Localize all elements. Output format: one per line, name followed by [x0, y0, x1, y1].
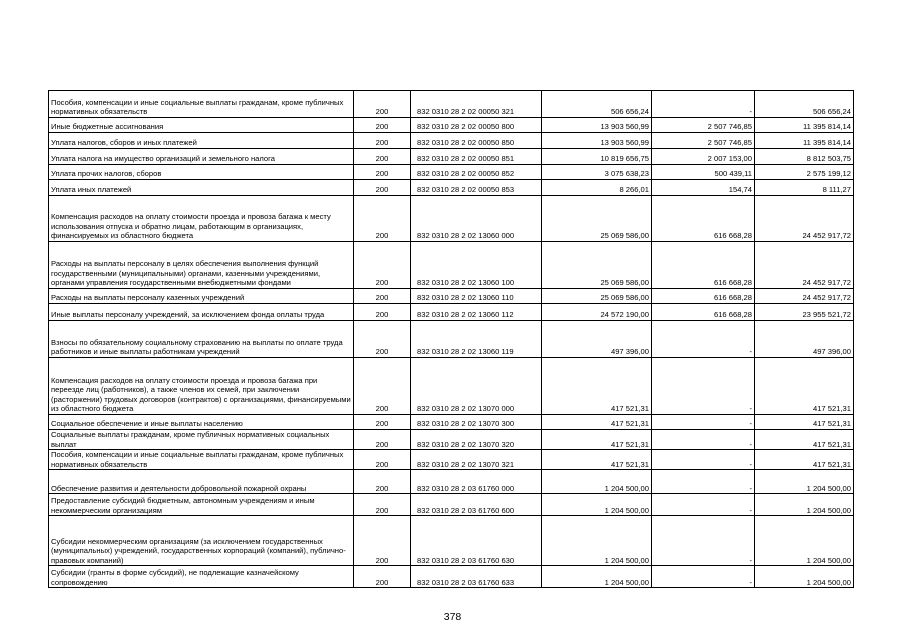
row-kbk-cell: 832 0310 28 2 02 00050 800 — [411, 118, 542, 133]
row-executed-amount-cell: - — [652, 470, 755, 494]
row-code-cell: 200 — [354, 358, 411, 415]
row-executed-amount-cell: - — [652, 415, 755, 430]
row-remaining-amount-cell: 24 452 917,72 — [755, 196, 854, 242]
table-row — [49, 149, 854, 165]
budget-execution-table — [48, 90, 854, 588]
row-kbk-cell: 832 0310 28 2 02 13060 100 — [411, 242, 542, 289]
row-code-cell: 200 — [354, 415, 411, 430]
row-code-cell: 200 — [354, 450, 411, 470]
table-row — [49, 494, 854, 516]
row-kbk-cell: 832 0310 28 2 02 00050 851 — [411, 149, 542, 165]
row-name-cell: Социальное обеспечение и иные выплаты населению — [49, 415, 354, 430]
row-remaining-amount-cell: 497 396,00 — [755, 321, 854, 358]
row-name-cell: Пособия, компенсации и иные социальные выплаты гражданам, кроме публичных нормативных обязательств — [49, 450, 354, 470]
row-executed-amount-cell: 2 507 746,85 — [652, 118, 755, 133]
row-remaining-amount-cell: 8 111,27 — [755, 180, 854, 196]
row-approved-amount-cell: 13 903 560,99 — [542, 118, 652, 133]
row-name-cell: Уплата налогов, сборов и иных платежей — [49, 133, 354, 149]
row-name-cell: Субсидии некоммерческим организациям (за исключением государственных (муниципальных) учреждений, государственных корпораций (компаний), публично-правовых компаний) — [49, 516, 354, 566]
row-executed-amount-cell: 616 668,28 — [652, 196, 755, 242]
row-code-cell: 200 — [354, 516, 411, 566]
row-name-cell: Предоставление субсидий бюджетным, автономным учреждениям и иным некоммерческим организациям — [49, 494, 354, 516]
table-row — [49, 415, 854, 430]
row-code-cell: 200 — [354, 289, 411, 304]
row-remaining-amount-cell: 506 656,24 — [755, 91, 854, 118]
row-name-cell: Расходы на выплаты персоналу казенных учреждений — [49, 289, 354, 304]
row-executed-amount-cell: 500 439,11 — [652, 165, 755, 180]
row-kbk-cell: 832 0310 28 2 02 00050 853 — [411, 180, 542, 196]
row-approved-amount-cell: 25 069 586,00 — [542, 289, 652, 304]
row-name-cell: Обеспечение развития и деятельности добровольной пожарной охраны — [49, 470, 354, 494]
row-executed-amount-cell: - — [652, 91, 755, 118]
row-name-cell: Уплата иных платежей — [49, 180, 354, 196]
row-approved-amount-cell: 24 572 190,00 — [542, 304, 652, 321]
row-executed-amount-cell: 2 007 153,00 — [652, 149, 755, 165]
row-approved-amount-cell: 1 204 500,00 — [542, 516, 652, 566]
row-executed-amount-cell: - — [652, 321, 755, 358]
row-name-cell: Уплата прочих налогов, сборов — [49, 165, 354, 180]
page-number: 378 — [443, 611, 462, 623]
row-name-cell: Расходы на выплаты персоналу в целях обеспечения выполнения функций государственными (муниципальными) органами, казенными учреждениями, органами управления государственными внебюджетными фондами — [49, 242, 354, 289]
row-approved-amount-cell: 10 819 656,75 — [542, 149, 652, 165]
row-name-cell: Социальные выплаты гражданам, кроме публичных нормативных социальных выплат — [49, 430, 354, 450]
row-remaining-amount-cell: 11 395 814,14 — [755, 118, 854, 133]
row-kbk-cell: 832 0310 28 2 02 00050 850 — [411, 133, 542, 149]
row-remaining-amount-cell: 1 204 500,00 — [755, 470, 854, 494]
row-executed-amount-cell: - — [652, 430, 755, 450]
row-code-cell: 200 — [354, 91, 411, 118]
row-kbk-cell: 832 0310 28 2 02 13070 300 — [411, 415, 542, 430]
row-kbk-cell: 832 0310 28 2 03 61760 633 — [411, 566, 542, 588]
row-code-cell: 200 — [354, 470, 411, 494]
row-remaining-amount-cell: 417 521,31 — [755, 450, 854, 470]
row-executed-amount-cell: 154,74 — [652, 180, 755, 196]
row-kbk-cell: 832 0310 28 2 03 61760 000 — [411, 470, 542, 494]
row-name-cell: Уплата налога на имущество организаций и земельного налога — [49, 149, 354, 165]
row-executed-amount-cell: - — [652, 358, 755, 415]
table-row — [49, 321, 854, 358]
row-approved-amount-cell: 1 204 500,00 — [542, 470, 652, 494]
row-kbk-cell: 832 0310 28 2 02 13060 112 — [411, 304, 542, 321]
row-kbk-cell: 832 0310 28 2 02 00050 321 — [411, 91, 542, 118]
row-code-cell: 200 — [354, 430, 411, 450]
row-executed-amount-cell: - — [652, 450, 755, 470]
table-row — [49, 133, 854, 149]
row-approved-amount-cell: 417 521,31 — [542, 358, 652, 415]
row-remaining-amount-cell: 24 452 917,72 — [755, 242, 854, 289]
table-row — [49, 165, 854, 180]
table-row — [49, 304, 854, 321]
table-row — [49, 91, 854, 118]
row-remaining-amount-cell: 8 812 503,75 — [755, 149, 854, 165]
table-row — [49, 118, 854, 133]
row-remaining-amount-cell: 1 204 500,00 — [755, 566, 854, 588]
table-body — [49, 91, 854, 588]
row-approved-amount-cell: 417 521,31 — [542, 430, 652, 450]
row-code-cell: 200 — [354, 242, 411, 289]
row-kbk-cell: 832 0310 28 2 02 00050 852 — [411, 165, 542, 180]
table-row — [49, 358, 854, 415]
row-code-cell: 200 — [354, 304, 411, 321]
row-executed-amount-cell: - — [652, 566, 755, 588]
row-approved-amount-cell: 25 069 586,00 — [542, 242, 652, 289]
row-code-cell: 200 — [354, 321, 411, 358]
row-approved-amount-cell: 1 204 500,00 — [542, 566, 652, 588]
row-executed-amount-cell: - — [652, 516, 755, 566]
table-row — [49, 180, 854, 196]
row-kbk-cell: 832 0310 28 2 02 13070 320 — [411, 430, 542, 450]
row-kbk-cell: 832 0310 28 2 03 61760 630 — [411, 516, 542, 566]
row-approved-amount-cell: 13 903 560,99 — [542, 133, 652, 149]
row-approved-amount-cell: 3 075 638,23 — [542, 165, 652, 180]
row-name-cell: Иные бюджетные ассигнования — [49, 118, 354, 133]
row-executed-amount-cell: 616 668,28 — [652, 242, 755, 289]
row-kbk-cell: 832 0310 28 2 02 13060 000 — [411, 196, 542, 242]
table-row — [49, 196, 854, 242]
row-code-cell: 200 — [354, 494, 411, 516]
row-approved-amount-cell: 25 069 586,00 — [542, 196, 652, 242]
row-approved-amount-cell: 506 656,24 — [542, 91, 652, 118]
budget-table-container — [48, 90, 853, 588]
table-row — [49, 242, 854, 289]
row-kbk-cell: 832 0310 28 2 02 13070 321 — [411, 450, 542, 470]
row-approved-amount-cell: 1 204 500,00 — [542, 494, 652, 516]
row-code-cell: 200 — [354, 133, 411, 149]
row-code-cell: 200 — [354, 180, 411, 196]
row-approved-amount-cell: 417 521,31 — [542, 450, 652, 470]
row-approved-amount-cell: 497 396,00 — [542, 321, 652, 358]
row-remaining-amount-cell: 1 204 500,00 — [755, 494, 854, 516]
table-row — [49, 430, 854, 450]
table-row — [49, 289, 854, 304]
table-row — [49, 470, 854, 494]
row-code-cell: 200 — [354, 566, 411, 588]
row-executed-amount-cell: 616 668,28 — [652, 289, 755, 304]
row-approved-amount-cell: 417 521,31 — [542, 415, 652, 430]
row-name-cell: Субсидии (гранты в форме субсидий), не подлежащие казначейскому сопровождению — [49, 566, 354, 588]
row-kbk-cell: 832 0310 28 2 02 13060 110 — [411, 289, 542, 304]
row-executed-amount-cell: 616 668,28 — [652, 304, 755, 321]
row-executed-amount-cell: - — [652, 494, 755, 516]
row-remaining-amount-cell: 24 452 917,72 — [755, 289, 854, 304]
row-name-cell: Компенсация расходов на оплату стоимости проезда и провоза багажа при переезде лиц (работников), а также членов их семей, при заключении (расторжении) трудовых договоров (контрактов) с организациями, финансируемыми из областного бюджета — [49, 358, 354, 415]
row-name-cell: Пособия, компенсации и иные социальные выплаты гражданам, кроме публичных нормативных обязательств — [49, 91, 354, 118]
row-name-cell: Взносы по обязательному социальному страхованию на выплаты по оплате труда работников и иные выплаты работникам учреждений — [49, 321, 354, 358]
row-remaining-amount-cell: 1 204 500,00 — [755, 516, 854, 566]
row-kbk-cell: 832 0310 28 2 02 13060 119 — [411, 321, 542, 358]
row-remaining-amount-cell: 23 955 521,72 — [755, 304, 854, 321]
row-kbk-cell: 832 0310 28 2 03 61760 600 — [411, 494, 542, 516]
row-code-cell: 200 — [354, 149, 411, 165]
row-remaining-amount-cell: 417 521,31 — [755, 415, 854, 430]
row-remaining-amount-cell: 2 575 199,12 — [755, 165, 854, 180]
row-remaining-amount-cell: 417 521,31 — [755, 358, 854, 415]
row-kbk-cell: 832 0310 28 2 02 13070 000 — [411, 358, 542, 415]
row-executed-amount-cell: 2 507 746,85 — [652, 133, 755, 149]
table-row — [49, 516, 854, 566]
row-code-cell: 200 — [354, 165, 411, 180]
row-code-cell: 200 — [354, 196, 411, 242]
table-row — [49, 566, 854, 588]
row-remaining-amount-cell: 11 395 814,14 — [755, 133, 854, 149]
row-code-cell: 200 — [354, 118, 411, 133]
row-remaining-amount-cell: 417 521,31 — [755, 430, 854, 450]
row-name-cell: Иные выплаты персоналу учреждений, за исключением фонда оплаты труда — [49, 304, 354, 321]
table-row — [49, 450, 854, 470]
row-name-cell: Компенсация расходов на оплату стоимости проезда и провоза багажа к месту использования отпуска и обратно лицам, работающим в организациях, финансируемых из областного бюджета — [49, 196, 354, 242]
row-approved-amount-cell: 8 266,01 — [542, 180, 652, 196]
